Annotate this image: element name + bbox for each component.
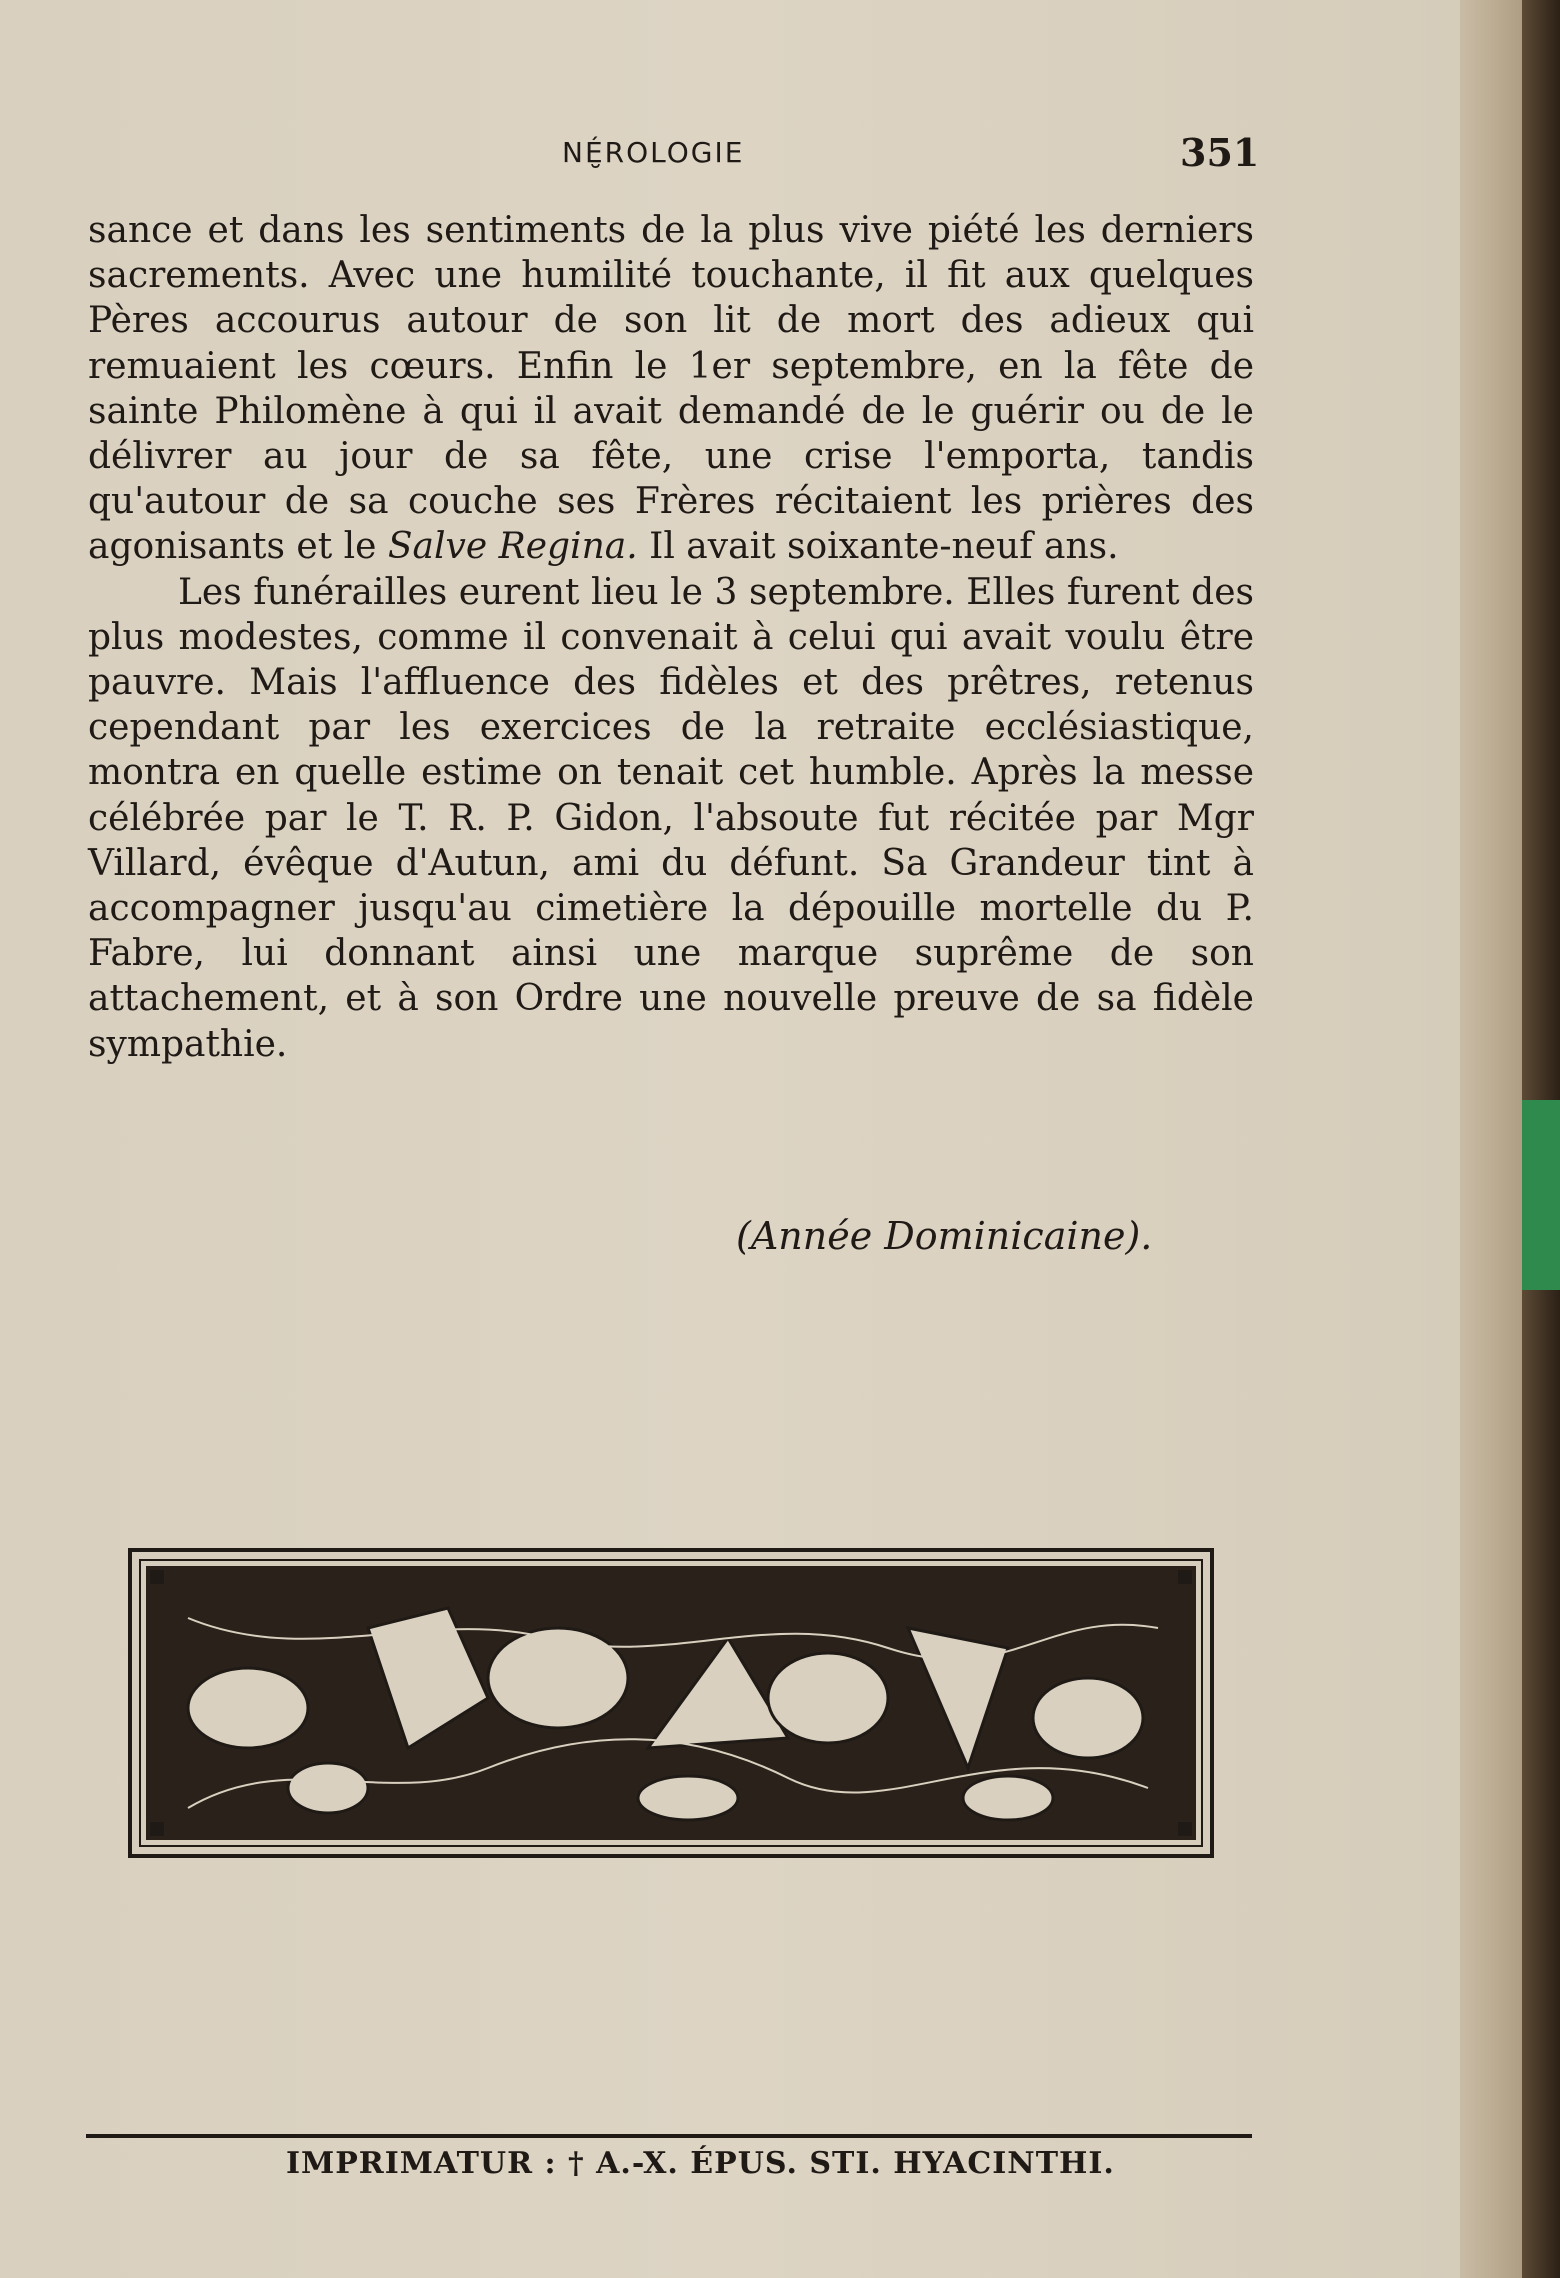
imprimatur: IMPRIMATUR : † A.-X. ÉPUS. STI. HYACINTHI. [286, 2146, 1115, 2181]
body-text [88, 208, 1254, 1067]
paragraph-1-text: sance et dans les sentiments de la plus vive piété les derniers sacrements. Avec une humilité touchante, il fit aux quelques Pères accourus autour de son lit de mort des adieux qui remuaient les cœurs. Enfin le 1er septembre, en la fête de sainte Philomène à qui il avait demandé de le guérir ou de le délivrer au jour de sa fête, une crise l'emporta, tandis qu'autour de sa couche ses Frères récitaient les prières des agonisants et le [88, 210, 1254, 568]
salve-regina: Salve Regina. [387, 526, 638, 568]
floral-ornament [128, 1548, 1214, 1858]
running-head [0, 130, 1482, 176]
green-bookmark-tab [1522, 1100, 1560, 1290]
paragraph-1 [88, 208, 1254, 570]
page-number: 351 [1180, 130, 1260, 175]
paragraph-1-end: Il avait soixante-neuf ans. [649, 526, 1119, 568]
attribution: (Année Dominicaine). [736, 1214, 1153, 1258]
paragraph-2: Les funérailles eurent lieu le 3 septembre. Elles furent des plus modestes, comme il convenait à celui qui avait voulu être pauvre. Mais l'affluence des fidèles et des prêtres, retenus cependant par les exercices de la retraite ecclésiastique, montra en quelle estime on tenait cet humble. Après la messe célébrée par le T. R. P. Gidon, l'absoute fut récitée par Mgr Villard, évêque d'Autun, ami du défunt. Sa Grandeur tint à accompagner jusqu'au cimetière la dépouille mortelle du P. Fabre, lui donnant ainsi une marque suprême de son attachement, et à son Ordre une nouvelle preuve de sa fidèle sympathie. [88, 571, 1254, 1065]
bottom-rule [86, 2134, 1252, 2138]
running-head-title: NÉ̮RОLOGIE [562, 136, 745, 169]
